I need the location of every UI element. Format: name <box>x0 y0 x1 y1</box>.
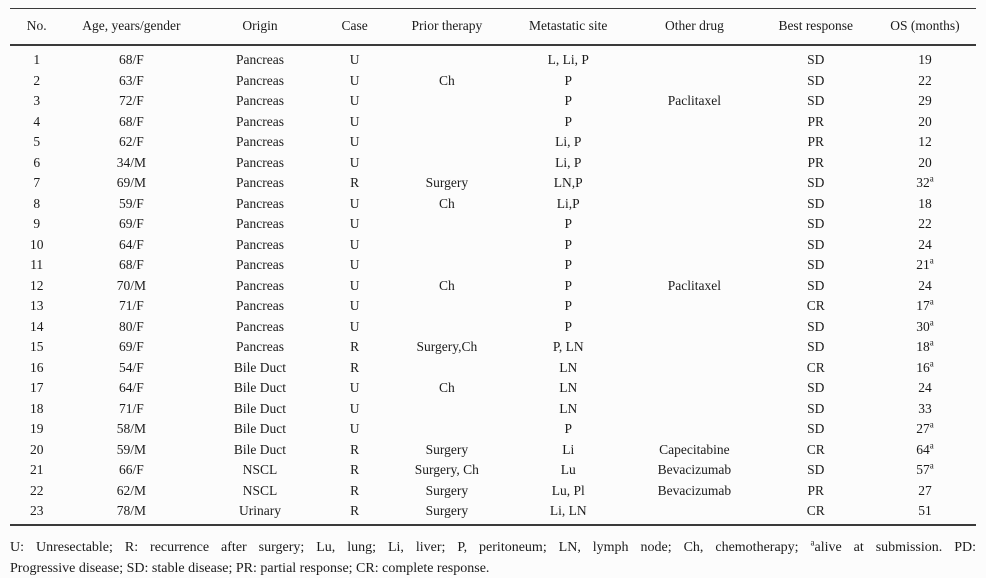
cell-best_response: SD <box>807 175 825 190</box>
header-row <box>10 9 976 46</box>
cell-origin: Bile Duct <box>233 400 287 416</box>
cell-prior_therapy: Surgery <box>425 482 469 498</box>
cell-origin: Pancreas <box>236 113 284 129</box>
cell-os <box>874 214 976 235</box>
cell-prior_therapy <box>389 296 505 317</box>
table-body <box>10 45 976 525</box>
cell-os <box>874 296 976 317</box>
cell-metastatic_site: P <box>564 236 572 252</box>
os-value: 22 <box>918 216 932 231</box>
cell-origin: Pancreas <box>236 277 284 293</box>
cell-best_response: SD <box>807 93 825 108</box>
cell-best_response: SD <box>807 277 825 293</box>
cell-best_response: CR <box>806 503 825 518</box>
os-value: 30 <box>916 318 930 334</box>
cell-case: U <box>349 380 360 395</box>
cell-case: R <box>350 462 360 477</box>
cell-os <box>874 378 976 399</box>
cell-best_response: PR <box>807 134 825 149</box>
cell-case: U <box>349 298 360 313</box>
cell-age_gender: 63/F <box>118 72 144 88</box>
os-superscript: a <box>929 358 934 368</box>
cell-os <box>874 132 976 153</box>
cell-origin: Bile Duct <box>233 421 287 436</box>
cell-no: 2 <box>33 72 41 88</box>
cell-age_gender: 70/M <box>116 277 146 293</box>
table-row <box>10 111 976 132</box>
cell-other_drug <box>631 501 757 525</box>
table-row <box>10 337 976 358</box>
table-row <box>10 378 976 399</box>
cell-no: 17 <box>29 380 44 395</box>
cell-metastatic_site: P <box>564 257 572 272</box>
cell-no: 21 <box>29 462 44 477</box>
footnote-line-2: Progressive disease; SD: stable disease; PR: partial response; CR: complete response. <box>10 560 490 576</box>
cell-age_gender: 69/F <box>118 339 144 354</box>
cell-age_gender: 72/F <box>118 93 144 108</box>
cell-age_gender: 69/M <box>116 175 146 190</box>
cell-other_drug: Paclitaxel <box>667 93 722 108</box>
cell-age_gender: 68/F <box>118 52 144 67</box>
cell-os <box>874 111 976 132</box>
cell-case: U <box>349 93 360 108</box>
cell-metastatic_site: LN <box>559 400 578 416</box>
cell-no: 12 <box>29 277 44 293</box>
table-row <box>10 480 976 501</box>
os-value: 27 <box>916 421 930 436</box>
cell-other_drug <box>631 419 757 440</box>
cell-origin: Pancreas <box>236 318 284 334</box>
cell-os <box>874 480 976 501</box>
cell-origin: Urinary <box>239 503 281 518</box>
os-superscript: a <box>929 255 934 266</box>
cell-os <box>874 316 976 337</box>
cell-origin: Bile Duct <box>233 359 287 375</box>
table-row <box>10 132 976 153</box>
cell-other_drug <box>631 296 757 317</box>
cell-origin: Pancreas <box>236 52 284 67</box>
cell-case: U <box>349 318 360 334</box>
cell-no: 15 <box>29 339 44 354</box>
os-value: 27 <box>918 482 932 498</box>
cell-no: 16 <box>29 359 44 375</box>
cell-prior_therapy: Ch <box>438 277 455 293</box>
os-value: 20 <box>918 154 932 170</box>
cell-no: 5 <box>33 134 41 149</box>
column-header-case: Case <box>341 18 368 33</box>
cell-metastatic_site: P <box>564 318 572 334</box>
column-header-os: OS (months) <box>890 18 960 33</box>
os-value: 19 <box>918 52 932 67</box>
cell-origin: Pancreas <box>236 154 284 170</box>
cell-case: R <box>350 503 360 518</box>
os-superscript: a <box>929 296 934 307</box>
footnote-line-1 <box>10 537 976 558</box>
cell-other_drug: Bevacizumab <box>657 462 732 477</box>
cell-prior_therapy <box>389 234 505 255</box>
os-value: 32 <box>916 175 930 190</box>
cell-metastatic_site: LN,P <box>553 175 583 190</box>
table-row <box>10 357 976 378</box>
os-value: 20 <box>918 113 932 129</box>
footnote-superscript-a: a <box>810 536 815 547</box>
cell-other_drug <box>631 111 757 132</box>
cell-origin: Pancreas <box>236 298 284 313</box>
cell-os <box>874 460 976 481</box>
os-value: 17 <box>916 298 930 313</box>
cell-prior_therapy <box>389 316 505 337</box>
footnote-alive-text: alive at submission. PD: <box>814 539 976 555</box>
cell-other_drug <box>631 378 757 399</box>
column-header-other_drug: Other drug <box>664 18 724 33</box>
column-header-metastatic_site: Metastatic site <box>529 18 608 33</box>
cell-no: 22 <box>29 482 44 498</box>
cell-metastatic_site: P <box>564 72 572 88</box>
cell-best_response: SD <box>807 421 825 436</box>
column-header-prior_therapy: Prior therapy <box>411 18 483 33</box>
column-header-best_response: Best response <box>778 18 854 33</box>
cell-origin: NSCL <box>242 462 278 477</box>
cell-best_response: SD <box>807 195 825 211</box>
os-value: 18 <box>916 339 930 354</box>
cell-origin: Pancreas <box>236 134 284 149</box>
cell-metastatic_site: Li,P <box>556 195 580 211</box>
cell-origin: Pancreas <box>236 236 284 252</box>
cell-age_gender: 62/F <box>118 134 144 149</box>
cell-no: 7 <box>33 175 41 190</box>
cell-best_response: PR <box>807 482 825 498</box>
cell-prior_therapy <box>389 91 505 112</box>
cell-age_gender: 71/F <box>118 400 144 416</box>
cell-metastatic_site: P <box>564 216 572 231</box>
cell-no: 8 <box>33 195 41 211</box>
cell-origin: NSCL <box>242 482 278 498</box>
cell-origin: Bile Duct <box>233 380 287 395</box>
cell-case: U <box>349 195 360 211</box>
cell-metastatic_site: LN <box>559 380 578 395</box>
cell-prior_therapy: Surgery <box>425 175 469 190</box>
cell-case: U <box>349 154 360 170</box>
cell-no: 10 <box>29 236 44 252</box>
cell-other_drug <box>631 132 757 153</box>
column-header-age_gender: Age, years/gender <box>82 18 181 33</box>
cell-prior_therapy: Ch <box>438 195 455 211</box>
cell-best_response: SD <box>807 318 825 334</box>
cell-other_drug <box>631 70 757 91</box>
cell-age_gender: 71/F <box>118 298 144 313</box>
cell-origin: Pancreas <box>236 257 284 272</box>
cell-age_gender: 59/F <box>118 195 144 211</box>
cell-os <box>874 275 976 296</box>
cell-other_drug <box>631 45 757 70</box>
cell-case: U <box>349 257 360 272</box>
cell-other_drug <box>631 337 757 358</box>
cell-other_drug <box>631 152 757 173</box>
table-row <box>10 296 976 317</box>
cell-metastatic_site: Li, LN <box>549 503 587 518</box>
cell-prior_therapy <box>389 255 505 276</box>
cell-prior_therapy: Ch <box>438 72 455 88</box>
cell-no: 20 <box>29 441 44 457</box>
table-row <box>10 91 976 112</box>
os-value: 22 <box>918 72 932 88</box>
cell-prior_therapy: Surgery, Ch <box>414 462 479 477</box>
os-superscript: a <box>929 419 934 430</box>
table-row <box>10 70 976 91</box>
os-superscript: a <box>929 440 934 450</box>
cell-other_drug <box>631 398 757 419</box>
cell-best_response: CR <box>806 441 825 457</box>
table-row <box>10 255 976 276</box>
cell-case: U <box>349 52 360 67</box>
cell-prior_therapy <box>389 357 505 378</box>
cell-age_gender: 69/F <box>118 216 144 231</box>
cell-os <box>874 255 976 276</box>
cell-best_response: PR <box>807 154 825 170</box>
cell-case: U <box>349 236 360 252</box>
cell-os <box>874 152 976 173</box>
cell-metastatic_site: P <box>564 113 572 129</box>
cell-os <box>874 501 976 525</box>
cell-best_response: SD <box>807 339 825 354</box>
cell-os <box>874 357 976 378</box>
cell-prior_therapy <box>389 152 505 173</box>
cell-age_gender: 54/F <box>118 359 144 375</box>
table-row <box>10 439 976 460</box>
os-value: 24 <box>918 236 932 252</box>
cell-case: R <box>350 482 360 498</box>
cell-no: 6 <box>33 154 41 170</box>
cell-origin: Pancreas <box>236 93 284 108</box>
cell-no: 13 <box>29 298 44 313</box>
os-value: 21 <box>916 257 930 272</box>
cell-origin: Pancreas <box>236 195 284 211</box>
table-row <box>10 398 976 419</box>
cell-no: 1 <box>33 52 41 67</box>
cell-no: 14 <box>29 318 44 334</box>
cell-best_response: SD <box>807 236 825 252</box>
cell-prior_therapy <box>389 111 505 132</box>
cell-other_drug: Paclitaxel <box>667 277 722 293</box>
column-header-no: No. <box>26 18 47 33</box>
cell-age_gender: 78/M <box>116 503 146 518</box>
table-row <box>10 460 976 481</box>
cell-case: R <box>350 175 360 190</box>
os-value: 51 <box>918 503 932 518</box>
cell-case: U <box>349 216 360 231</box>
table-row <box>10 173 976 194</box>
table-row <box>10 419 976 440</box>
cell-age_gender: 80/F <box>118 318 144 334</box>
cell-no: 19 <box>29 421 44 436</box>
table-row <box>10 316 976 337</box>
cell-case: U <box>349 277 360 293</box>
cell-age_gender: 64/F <box>118 380 144 395</box>
cell-other_drug <box>631 193 757 214</box>
cell-age_gender: 68/F <box>118 113 144 129</box>
cell-case: U <box>349 134 360 149</box>
cell-os <box>874 45 976 70</box>
cell-other_drug <box>631 173 757 194</box>
os-superscript: a <box>929 460 934 471</box>
cell-best_response: SD <box>807 72 825 88</box>
cell-origin: Pancreas <box>236 72 284 88</box>
cell-age_gender: 64/F <box>118 236 144 252</box>
cell-other_drug <box>631 234 757 255</box>
cell-age_gender: 62/M <box>116 482 146 498</box>
os-superscript: a <box>929 337 934 348</box>
cell-prior_therapy: Surgery,Ch <box>416 339 478 354</box>
table-row <box>10 152 976 173</box>
cell-metastatic_site: Li <box>562 441 575 457</box>
cell-case: U <box>349 400 360 416</box>
cell-origin: Pancreas <box>236 216 284 231</box>
cell-metastatic_site: P <box>564 93 572 108</box>
cell-origin: Pancreas <box>236 175 284 190</box>
cell-other_drug <box>631 255 757 276</box>
os-value: 24 <box>918 277 932 293</box>
os-value: 12 <box>918 134 932 149</box>
cell-age_gender: 34/M <box>116 154 146 170</box>
cell-metastatic_site: Li, P <box>555 154 582 170</box>
cell-prior_therapy <box>389 419 505 440</box>
cell-prior_therapy <box>389 398 505 419</box>
cell-other_drug <box>631 214 757 235</box>
cell-os <box>874 91 976 112</box>
os-value: 29 <box>918 93 932 108</box>
cell-no: 4 <box>33 113 41 129</box>
cell-os <box>874 419 976 440</box>
cell-metastatic_site: L, Li, P <box>547 52 589 67</box>
patient-cases-table <box>10 8 976 526</box>
cell-prior_therapy: Surgery <box>425 441 469 457</box>
os-value: 64 <box>916 441 930 457</box>
footnote-abbreviations-text: U: Unresectable; R: recurrence after surgery; Lu, lung; Li, liver; P, peritoneum; LN, lymph node; Ch, chemotherapy; <box>10 539 811 555</box>
table-row <box>10 45 976 70</box>
os-value: 24 <box>918 380 932 395</box>
cell-os <box>874 173 976 194</box>
table-row <box>10 214 976 235</box>
cell-metastatic_site: P, LN <box>552 339 584 354</box>
cell-metastatic_site: Li, P <box>555 134 582 149</box>
os-value: 57 <box>916 462 930 477</box>
cell-best_response: PR <box>807 113 825 129</box>
table-row <box>10 234 976 255</box>
cell-best_response: SD <box>807 216 825 231</box>
cell-no: 9 <box>33 216 41 231</box>
column-header-origin: Origin <box>242 18 278 33</box>
cell-best_response: SD <box>807 380 825 395</box>
cell-case: U <box>349 421 360 436</box>
cell-os <box>874 193 976 214</box>
table-footnote <box>10 537 976 578</box>
cell-case: R <box>350 359 360 375</box>
cell-case: U <box>349 113 360 129</box>
cell-best_response: SD <box>807 400 825 416</box>
cell-metastatic_site: Lu <box>560 462 576 477</box>
cell-origin: Pancreas <box>236 339 284 354</box>
cell-other_drug: Bevacizumab <box>657 482 732 498</box>
os-value: 18 <box>918 195 932 211</box>
cell-prior_therapy <box>389 214 505 235</box>
cell-case: R <box>350 441 360 457</box>
cell-prior_therapy: Surgery <box>425 503 469 518</box>
cell-best_response: SD <box>807 462 825 477</box>
os-value: 33 <box>918 400 932 416</box>
cell-age_gender: 59/M <box>116 441 146 457</box>
cell-origin: Bile Duct <box>233 441 287 457</box>
table-header <box>10 9 976 46</box>
cell-no: 11 <box>30 257 44 272</box>
os-superscript: a <box>929 173 934 184</box>
cell-os <box>874 234 976 255</box>
cell-case: U <box>349 72 360 88</box>
cell-best_response: CR <box>806 359 825 375</box>
cell-age_gender: 58/M <box>116 421 146 436</box>
cell-prior_therapy: Ch <box>438 380 455 395</box>
cell-age_gender: 68/F <box>118 257 144 272</box>
cell-best_response: SD <box>807 257 825 272</box>
table-row <box>10 501 976 525</box>
cell-age_gender: 66/F <box>118 462 144 477</box>
cell-os <box>874 439 976 460</box>
cell-other_drug <box>631 316 757 337</box>
cell-best_response: SD <box>807 52 825 67</box>
cell-best_response: CR <box>806 298 825 313</box>
cell-os <box>874 70 976 91</box>
cell-metastatic_site: P <box>564 298 572 313</box>
cell-no: 18 <box>29 400 44 416</box>
cell-os <box>874 337 976 358</box>
cell-case: R <box>350 339 360 354</box>
cell-other_drug: Capecitabine <box>659 441 730 457</box>
cell-other_drug <box>631 357 757 378</box>
cell-prior_therapy <box>389 132 505 153</box>
cell-metastatic_site: P <box>564 421 572 436</box>
cell-no: 3 <box>33 93 41 108</box>
table-row <box>10 275 976 296</box>
cell-metastatic_site: P <box>564 277 572 293</box>
cell-metastatic_site: LN <box>559 359 578 375</box>
cell-no: 23 <box>29 503 44 518</box>
os-superscript: a <box>929 317 934 327</box>
cell-prior_therapy <box>389 45 505 70</box>
table-row <box>10 193 976 214</box>
os-value: 16 <box>916 359 930 375</box>
cell-metastatic_site: Lu, Pl <box>551 482 585 498</box>
cell-os <box>874 398 976 419</box>
